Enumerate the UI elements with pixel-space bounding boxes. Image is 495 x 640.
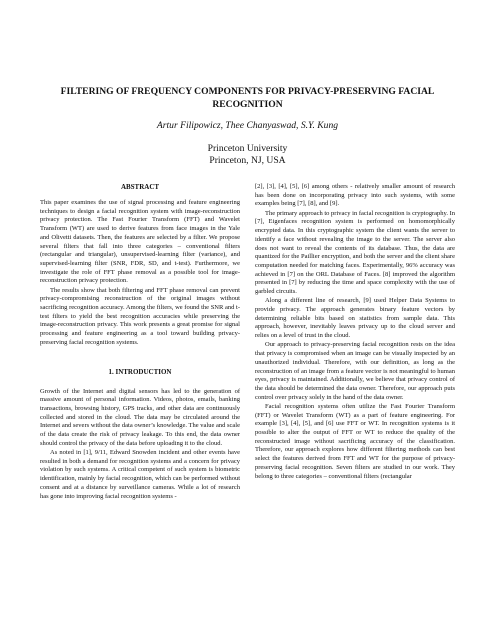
title-line-1: FILTERING OF FREQUENCY COMPONENTS FOR PRIVACY-PRESERVING FACIAL [60,86,435,97]
affiliation [40,143,455,167]
intro-paragraph-2: As noted in [1], 9/11, Edward Snowden incident and other events have resulted in both a demand for recognition systems and a concern for privacy violation by such systems. A critical competent of such system is biometric identification, mainly by facial recognition, which can be performed without consent and at a distance by surveillance cameras. While a lot of research has gone into improving facial recognition systems - [40,449,240,500]
abstract-paragraph-1: This paper examines the use of signal processing and feature engineering techniques to design a facial recognition system with image-reconstruction privacy protection. The Fast Fourier Transform (FFT) and Wavelet Transform (WT) are used to derive features from face images in the Yale and Olivetti datasets. Then, the features are selected by a filter. We propose several filters that fall into three categories – conventional filters (rectangular and triangular), unsupervised-learning filter (variance), and supervised-learning filter (SNR, FDR, SD, and t-test). Furthermore, we investigate the role of FFT phase removal as a possible tool for image-reconstruction privacy protection. [40,199,240,285]
left-column [40,183,240,501]
right-paragraph-5: Facial recognition systems often utilize the Fast Fourier Transform (FFT) or Wavelet Transform (WT) as a part of feature engineering. For example [3], [4], [5], and [6] use FFT or WT. In recognition systems is it possible to alter the output of FFT or WT to reduce the quality of the reconstructed image without sacrificing accuracy of the classification. Therefore, our approach explores how different filtering methods can best select the features derived from FFT and WT for the purpose of privacy-preserving facial recognition. Seven filters are studied in our work. They belong to three categories – conventional filters (rectangular [255,402,455,480]
title-line-2: RECOGNITION [212,98,283,110]
intro-paragraph-1: Growth of the Internet and digital sensors has led to the generation of massive amount of personal information. Videos, photos, emails, banking transactions, browsing history, GPS tracks, and other data are continuously collected and stored in the cloud. The data may be circulated around the Internet and severs without the data owner’s knowledge. The value and scale of the data create the risk of privacy leakage. To this end, the data owner should control the privacy of the data before uploading it to the cloud. [40,387,240,447]
right-paragraph-2: The primary approach to privacy in facial recognition is cryptography. In [7], Eigenfaces recognition system is performed on homomorphically encrypted data. In this cryptographic system the client wants the server to identify a face without revealing the image to the server. The server also does not want to reveal the contents of its database. Thus, the data are quantized for the Paillier encryption, and both the server and the client share computation needed for matching faces. Experimentally, 96% accuracy was achieved in [7] on the ORL Database of Faces. [8] improved the algorithm presented in [7] by reducing the time and space complexity with the use of garbled circuits. [255,209,455,296]
affiliation-line-2: Princeton, NJ, USA [209,155,286,166]
right-paragraph-1: [2], [3], [4], [5], [6] among others - relatively smaller amount of research has been done on incorporating privacy into such systems, with some examples being [7], [8], and [9]. [255,183,455,208]
introduction-heading: 1. INTRODUCTION [108,367,172,376]
right-paragraph-3: Along a different line of research, [9] used Helper Data Systems to provide privacy. The approach generates binary feature vectors by determining reliable bits based on statistics from sample data. This approach, however, inevitably leaves privacy up to the cloud server and relies on a level of trust in the cloud. [255,297,455,340]
abstract-paragraph-2: The results show that both filtering and FFT phase removal can prevent privacy-compromising reconstruction of the original images without sacrificing recognition accuracy. Among the filters, we found the SNR and t-test filters to yield the best recognition accuracies while preserving the image-reconstruction privacy. This work presents a great promise for signal processing and feature engineering as a tool toward building privacy-preserving facial recognition systems. [40,286,240,346]
right-column [255,183,455,481]
abstract-heading: ABSTRACT [120,183,160,191]
affiliation-line-1: Princeton University [207,143,288,154]
author-list: Artur Filipowicz, Thee Chanyaswad, S.Y. Kung [156,120,339,131]
paper-title [40,86,455,111]
right-paragraph-4: Our approach to privacy-preserving facial recognition rests on the idea that privacy is compromised when an image can be visually inspected by an unauthorized individual. Therefore, with our definition, as long as the reconstruction of an image from a feature vector is not meaningful to human eyes, privacy is maintained. Additionally, we believe that privacy control of the data should be determined the data owner. Therefore, our approach puts control over privacy solely in the hand of the data owner. [255,341,455,401]
